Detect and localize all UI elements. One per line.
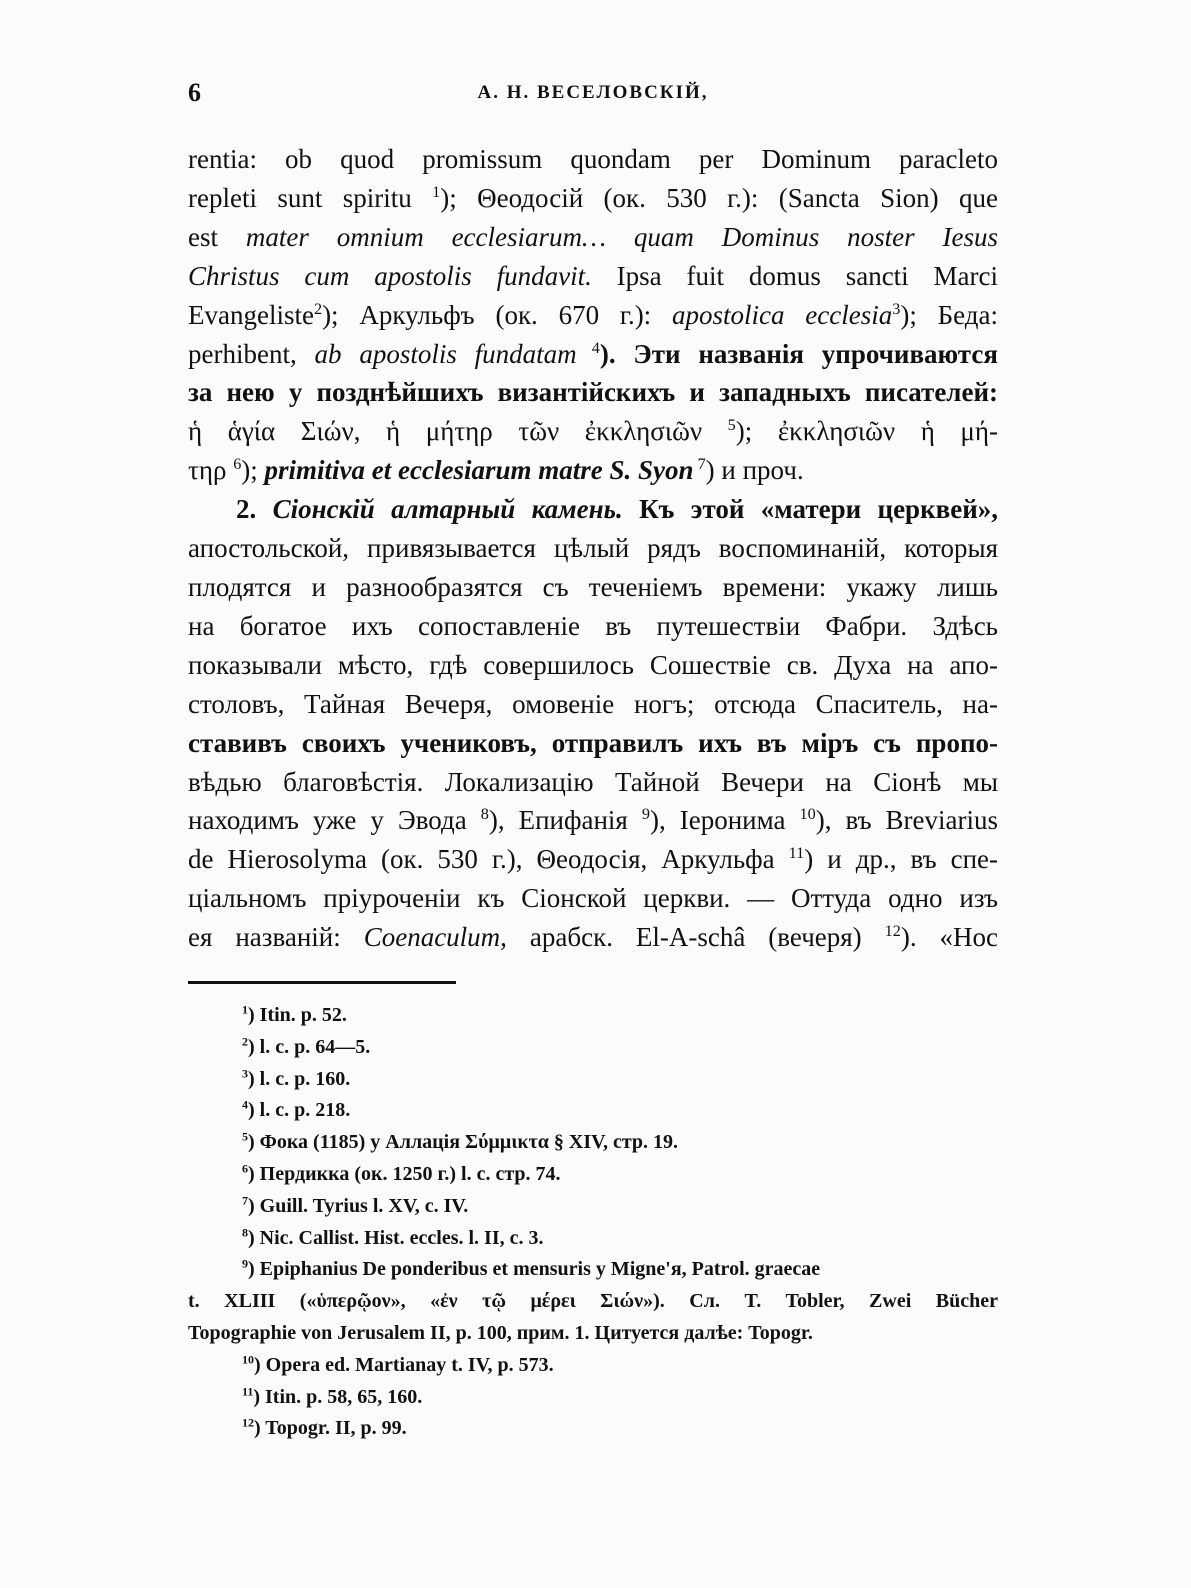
page-number: 6: [188, 78, 201, 107]
text-line: τηρ $^6$); primitiva et ecclesiarum matre S. Syon $^7$) и проч.: [188, 455, 804, 486]
footnote-ref: 6: [233, 455, 242, 474]
footnote: $^8$) Nic. Callist. Hist. eccles. l. II, c. 3.: [242, 1224, 544, 1249]
text-line: Christus cum apostolis fundavit. Ipsa fuit domus sancti Marci: [188, 260, 998, 291]
text-line: ея названій: Coenaculum, арабск. El-A-schâ (вечеря) $^{12}$). «Hoc: [188, 922, 999, 953]
text-line: repleti sunt spiritu $^1$); Θеодосій (ок. 530 г.): (Sancta Sion) que: [188, 182, 999, 213]
section-heading: Сіонскій алтарный камень.: [272, 494, 623, 525]
text-line: est mater omnium ecclesiarum… quam Dominus noster Iesus: [188, 221, 998, 252]
section-heading-line: 2. Сіонскій алтарный камень. Къ этой «матери церквей»,: [236, 494, 998, 525]
running-title: А. Н. ВЕСЕЛОВСКІЙ,: [477, 82, 709, 103]
footnote-ref: 11: [788, 844, 805, 863]
text-line: ціальномъ пріуроченіи къ Сіонской церкви. — Оттуда одно изъ: [188, 883, 998, 914]
footnote-ref: 2: [313, 299, 323, 318]
text-line: вѣдью благовѣстія. Локализацію Тайной Вечери на Сіонѣ мы: [188, 766, 998, 797]
text-line: столовъ, Тайная Вечеря, омовеніе ногъ; отсюда Спаситель, на-: [188, 688, 998, 719]
page-header: [188, 78, 998, 110]
text-line: ἡ ἁγία Σιών, ἡ μήτηρ τῶν ἐκκλησιῶν $^5$); ἐκκλησιῶν ἡ μή-: [188, 416, 998, 447]
footnote: $^{10}$) Opera ed. Martianay t. IV, p. 573.: [242, 1352, 554, 1376]
footnote-ref: 3: [892, 299, 901, 318]
footnote-separator: [188, 981, 456, 984]
text-line: находимъ уже у Эвода $^8$), Епифанія $^9$), Іеронима $^{10}$), въ Breviarius: [188, 805, 999, 836]
footnote: $^9$) Epiphanius De ponderibus et mensuris y Migne'я, Patrol. graecae: [242, 1256, 821, 1281]
footnote: $^7$) Guill. Tyrius l. XV, c. IV.: [242, 1193, 469, 1217]
footnote-ref: 7: [693, 455, 706, 474]
footnote-ref: 9: [641, 805, 650, 824]
footnote: $^4$) l. c. p. 218.: [242, 1097, 351, 1122]
text-line: за нею у позднѣйшихъ византійскихъ и западныхъ писателей:: [188, 377, 998, 408]
main-text: [188, 140, 998, 957]
footnote-continuation: t. XLIII («ὑπερῷον», «ἐν τῷ μέρει Σιών»). Сл. T. Tobler, Zwei Bücher: [188, 1290, 998, 1313]
footnote: $^{11}$) Itin. p. 58, 65, 160.: [242, 1383, 423, 1408]
text-line: Evangeliste$^2$); Аркульфъ (ок. 670 г.): apostolica ecclesia$^3$); Беда:: [188, 299, 998, 330]
footnote-ref: 10: [799, 805, 816, 824]
footnote: $^5$) Фока (1185) у Аллація Σύμμικτα § XIV, стр. 19.: [242, 1129, 679, 1154]
text-line: показывали мѣсто, гдѣ совершилось Сошествіе св. Духа на апо-: [188, 649, 998, 680]
footnote: $^1$) Itin. p. 52.: [242, 1002, 347, 1026]
footnote-ref: 8: [480, 805, 489, 824]
text-line: perhibent, ab apostolis fundatam $^4$). Эти названія упрочиваются: [188, 338, 998, 369]
text-line: апостольской, привязывается цѣлый рядъ воспоминаній, которыя: [188, 533, 998, 564]
footnote: $^3$) l. c. p. 160.: [242, 1065, 351, 1090]
footnote: $^6$) Пердикка (ок. 1250 г.) l. c. стр. 74.: [242, 1161, 561, 1185]
text-line: на богатое ихъ сопоставленіе въ путешествіи Фабри. Здѣсь: [188, 610, 998, 641]
footnote: $^2$) l. c. p. 64—5.: [242, 1034, 371, 1058]
footnotes: [188, 1000, 998, 1445]
text-line: плодятся и разнообразятся съ теченіемъ времени: укажу лишь: [188, 571, 998, 602]
footnote-ref: 12: [884, 922, 901, 941]
text-line: ставивъ своихъ учениковъ, отправилъ ихъ въ міръ съ пропо-: [188, 727, 998, 758]
text-line: rentia: ob quod promissum quondam per Dominum paracleto: [188, 144, 998, 174]
text-line: de Hierosolyma (ок. 530 г.), Θеодосія, Аркульфа $^{11}$) и др., въ спе-: [188, 844, 999, 875]
footnote-ref: 4: [576, 338, 600, 357]
footnote-continuation: Topographie von Jerusalem II, p. 100, прим. 1. Цитуется далѣе: Topogr.: [188, 1321, 813, 1344]
footnote-ref: 1: [432, 182, 441, 201]
footnote-ref: 5: [727, 416, 736, 435]
footnote: $^{12}$) Topogr. II, p. 99.: [242, 1415, 407, 1440]
